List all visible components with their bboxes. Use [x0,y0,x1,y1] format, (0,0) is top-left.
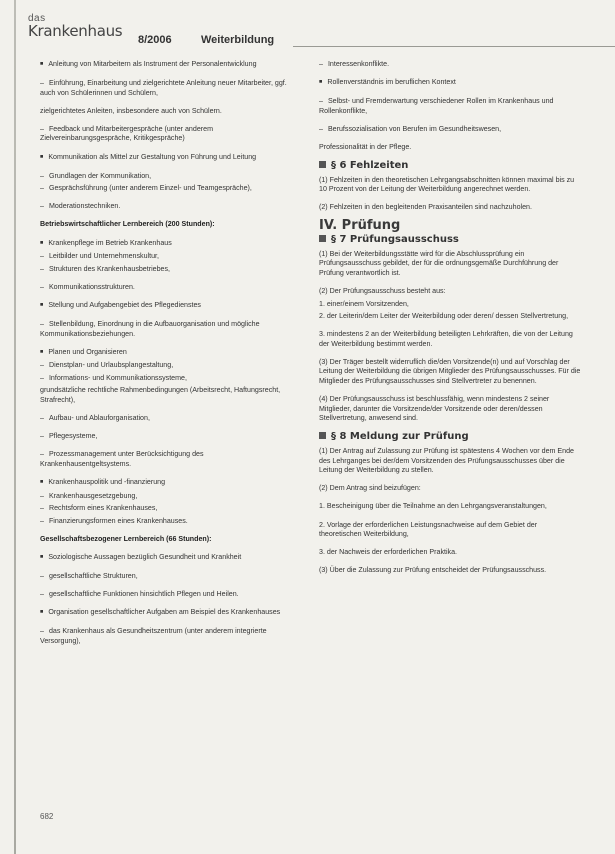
learning-area-heading: Betriebswirtschaftlicher Lernbereich (200 Stunden): [40,220,215,229]
dash-item: – Stellenbildung, Einordnung in die Aufbauorganisation und mögliche Kommunikationsbeziehungen. [40,320,295,339]
bullet-item: ■ Krankenhauspolitik und -finanzierung [40,478,295,489]
dash-item: – Einführung, Einarbeitung und zielgerichtete Anleitung neuer Mitarbeiter, ggf. auch von Schülerinnen und Schülern, [40,79,295,98]
section-heading [319,432,581,442]
section-marker-icon [319,235,326,242]
page-header [28,14,608,50]
bullet-item: ■ Kommunikation als Mittel zur Gestaltung von Führung und Leitung [40,153,295,164]
dash-item: – Finanzierungsformen eines Krankenhauses. [40,517,295,527]
dash-item: – Interessenkonflikte. [319,60,581,70]
paragraph: 3. der Nachweis der erforderlichen Praktika. [319,548,457,557]
dash-item: – Berufssozialisation von Berufen im Gesundheitswesen, [319,125,581,135]
issue-number: 8/2006 [138,34,172,46]
paragraph: (3) Über die Zulassung zur Prüfung entscheidet der Prüfungsausschuss. [319,566,547,575]
dash-item: – gesellschaftliche Strukturen, [40,572,295,582]
paragraph: (1) Der Antrag auf Zulassung zur Prüfung ist spätestens 4 Wochen vor dem Ende des Lehrganges bei der/dem Vorsitzenden des Prüfungsausschusses über die Leitung der Weiterbildung zu stellen. [319,447,574,475]
chapter-heading: IV. Prüfung [319,218,401,234]
paragraph: (1) Bei der Weiterbildungsstätte wird für die Abschlussprüfung ein Prüfungsausschuss gebildet, der für die ordnungsgemäße Durchführung der Prüfung verantwortlich ist. [319,249,559,277]
dash-item: – Prozessmanagement unter Berücksichtigung des Krankenhausentgeltsystems. [40,450,295,469]
logo-title: Krankenhaus [28,22,123,40]
paragraph: zielgerichtetes Anleiten, insbesondere auch von Schülern. [40,106,222,115]
left-column [40,60,295,655]
paragraph: (2) Fehlzeiten in den begleitenden Praxisanteilen sind nachzuholen. [319,203,532,212]
bullet-item: ■ Stellung und Aufgabengebiet des Pflegedienstes [40,301,295,312]
paragraph: Professionalität in der Pflege. [319,142,412,151]
section-marker-icon [319,161,326,168]
dash-item: – gesellschaftliche Funktionen hinsichtlich Pflegen und Heilen. [40,590,295,600]
header-rule [293,46,615,47]
right-column [319,60,581,584]
paragraph: (4) Der Prüfungsausschuss ist beschlussfähig, wenn mindestens 2 seiner Mitglieder, darunter die Vorsitzende/der Vorsitzende oder deren/dessen Stellvertretung, anwesend sind. [319,395,550,423]
bullet-item: ■ Planen und Organisieren [40,348,295,359]
section-heading-text: § 8 Meldung zur Prüfung [331,431,469,443]
paragraph: 1. einer/einem Vorsitzenden, [319,299,409,308]
dash-item: – Dienstplan- und Urlaubsplangestaltung, [40,361,295,371]
dash-item: – Aufbau- und Ablauforganisation, [40,414,295,424]
bullet-item: ■ Rollenverständnis im beruflichen Kontext [319,78,581,89]
section-marker-icon [319,432,326,439]
paragraph: (1) Fehlzeiten in den theoretischen Lehrgangsabschnitten können maximal bis zu 10 Prozent von der Leitung der Weiterbildung angerechnet werden. [319,175,575,194]
dash-item: – Kommunikationsstrukturen. [40,283,295,293]
section-heading-text: § 7 Prüfungsausschuss [331,234,459,246]
dash-item: – Strukturen des Krankenhausbetriebes, [40,265,295,275]
dash-item: – Rechtsform eines Krankenhauses, [40,504,295,514]
dash-item: – Feedback und Mitarbeitergespräche (unter anderem Zielvereinbarungsgespräche, Kritikgespräche) [40,125,295,144]
dash-item: – Moderationstechniken. [40,202,295,212]
dash-item: – Leitbilder und Unternehmenskultur, [40,252,295,262]
section-title: Weiterbildung [201,34,275,46]
binding-edge [14,0,16,854]
paragraph: (2) Dem Antrag sind beizufügen: [319,484,421,493]
dash-item: – Pflegesysteme, [40,432,295,442]
page-number: 682 [40,812,54,821]
paragraph: (3) Der Träger bestellt widerruflich die/den Vorsitzende(n) und auf Vorschlag der Leitung der Weiterbildung die übrigen Mitglieder des Prüfungsausschusses. Für die Mitglieder des Prüfungsausschusses sind Stellvertreter zu benennen. [319,357,581,386]
bullet-item: ■ Krankenpflege im Betrieb Krankenhaus [40,239,295,250]
bullet-item: ■ Anleitung von Mitarbeitern als Instrument der Personalentwicklung [40,60,295,71]
paragraph: grundsätzliche rechtliche Rahmenbedingungen (Arbeitsrecht, Haftungsrecht, Strafrecht), [40,386,281,405]
section-heading-text: § 6 Fehlzeiten [331,160,409,172]
paragraph: 3. mindestens 2 an der Weiterbildung beteiligten Lehrkräften, die von der Leitung der Weiterbildung bestimmt werden. [319,330,573,348]
section-heading [319,235,581,245]
paragraph: (2) Der Prüfungsausschuss besteht aus: [319,286,446,295]
dash-item: – Gesprächsführung (unter anderem Einzel- und Teamgespräche), [40,184,295,194]
section-heading [319,161,581,171]
paragraph: 2. der Leiterin/dem Leiter der Weiterbildung oder deren/ dessen Stellvertretung, [319,312,569,321]
dash-item: – Informations- und Kommunikationssysteme, [40,374,295,384]
dash-item: – Grundlagen der Kommunikation, [40,172,295,182]
learning-area-heading: Gesellschaftsbezogener Lernbereich (66 Stunden): [40,534,212,543]
paragraph: 1. Bescheinigung über die Teilnahme an den Lehrgangsveranstaltungen, [319,502,547,511]
bullet-item: ■ Organisation gesellschaftlicher Aufgaben am Beispiel des Krankenhauses [40,608,295,619]
logo-prefix: das [28,13,46,24]
magazine-logo [28,14,122,40]
dash-item: – das Krankenhaus als Gesundheitszentrum (unter anderem integrierte Versorgung), [40,627,295,646]
dash-item: – Selbst- und Fremderwartung verschiedener Rollen im Krankenhaus und Rollenkonflikte, [319,97,581,116]
bullet-item: ■ Soziologische Aussagen bezüglich Gesundheit und Krankheit [40,553,295,564]
dash-item: – Krankenhausgesetzgebung, [40,492,295,502]
paragraph: 2. Vorlage der erforderlichen Leistungsnachweise auf dem Gebiet der theoretischen Weiterbildung, [319,520,538,539]
